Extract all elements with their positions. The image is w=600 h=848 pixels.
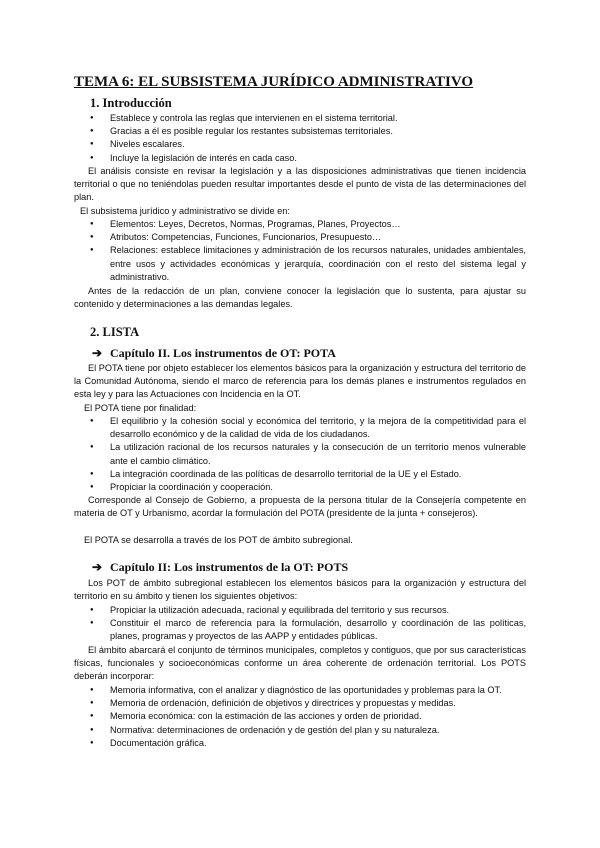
section-heading-lista: 2. LISTA [90,325,140,339]
list-item: ● Memoria de ordenación, definición de objetivos y directrices y propuestas y medidas. [90,697,526,710]
list-item: ● Niveles escalares. [90,138,526,151]
list-item: ● Memoria informativa, con el analizar y diagnóstico de las oportunidades y problemas para la OT. [90,684,526,697]
pota-purpose-list [90,415,526,494]
paragraph: El POTA tiene por finalidad: [84,403,197,413]
division-bullet-list [90,218,526,284]
paragraph: El POTA se desarrolla a través de los POT de ámbito subregional. [84,535,353,545]
arrow-right-icon: ➔ [92,346,103,360]
list-item: ● Elementos: Leyes, Decretos, Normas, Programas, Planes, Proyectos… [90,218,526,231]
list-item: ● Gracias a él es posible regular los restantes subsistemas territoriales. [90,125,526,138]
paragraph: Los POT de ámbito subregional establecen los elementos básicos para la organización y estructura del territorio en su ámbito y tienen los siguientes objetivos: [74,578,526,602]
intro-bullet-list [90,112,526,165]
pots-contents-list [90,684,526,750]
paragraph: El POTA tiene por objeto establecer los elementos básicos para la organización y estructura del territorio de la Comunidad Autónoma, siendo el marco de referencia para los demás planes e instrumentos regulados en esta ley y para las Actuaciones con Incidencia en la OT. [74,363,526,400]
list-item: ● La integración coordinada de las políticas de desarrollo territorial de la UE y el Estado. [90,468,526,481]
document-title: TEMA 6: EL SUBSISTEMA JURÍDICO ADMINISTRATIVO [74,74,474,90]
pots-objectives-list [90,604,526,644]
section-heading-introduccion: 1. Introducción [90,96,172,110]
list-item: ● Establece y controla las reglas que intervienen en el sistema territorial. [90,112,526,125]
paragraph: El subsistema jurídico y administrativo se divide en: [80,206,290,216]
list-item: ● Propiciar la coordinación y cooperación. [90,481,526,494]
subsection-title: Capítulo II. Los instrumentos de OT: POTA [110,346,336,360]
list-item: ● Memoria económica: con la estimación de las acciones y orden de prioridad. [90,710,526,723]
list-item: ● Propiciar la utilización adecuada, racional y equilibrada del territorio y sus recursos. [90,604,526,617]
list-item: ● Constituir el marco de referencia para la formulación, desarrollo y coordinación de las políticas, planes, programas y proyectos de las AAPP y entidades públicas. [90,617,526,643]
subsection-heading-pota [92,346,336,361]
paragraph: El análisis consiste en revisar la legislación y a las disposiciones administrativas que tienen incidencia territorial o que no teniéndolas pueden resultar importantes desde el punto de vista de las determinaciones del plan. [74,166,526,203]
list-item: ● Documentación gráfica. [90,737,526,750]
list-item: ● El equilibrio y la cohesión social y económica del territorio, y la mejora de la competitividad para el desarrollo económico y de la calidad de vida de los ciudadanos. [90,415,526,441]
list-item: ● La utilización racional de los recursos naturales y la consecución de un territorio menos vulnerable ante el cambio climático. [90,441,526,467]
paragraph: Antes de la redacción de un plan, conviene conocer la legislación que lo sustenta, para ajustar su contenido y determinaciones a las demandas legales. [74,286,526,310]
subsection-heading-pots [92,560,348,575]
arrow-right-icon: ➔ [92,560,103,574]
list-item: ● Normativa: determinaciones de ordenación y de gestión del plan y su naturaleza. [90,724,526,737]
list-item: ● Relaciones: establece limitaciones y administración de los recursos naturales, unidades ambientales, entre usos y actividades económicas y jerarquía, coordinación con el resto del sistema legal y administrativo. [90,244,526,284]
paragraph: El ámbito abarcará el conjunto de términos municipales, completos y contiguos, que por sus características físicas, funcionales y socioeconómicas conforme un área coherente de ordenación territorial. Los POTS deberán incorporar: [74,645,526,682]
list-item: ● Atributos: Competencias, Funciones, Funcionarios, Presupuesto… [90,231,526,244]
subsection-title: Capítulo II: Los instrumentos de la OT: POTS [110,560,349,574]
paragraph: Corresponde al Consejo de Gobierno, a propuesta de la persona titular de la Consejería competente en materia de OT y Urbanismo, acordar la formulación del POTA (presidente de la junta + consejeros). [74,495,526,519]
list-item: ● Incluye la legislación de interés en cada caso. [90,152,526,165]
